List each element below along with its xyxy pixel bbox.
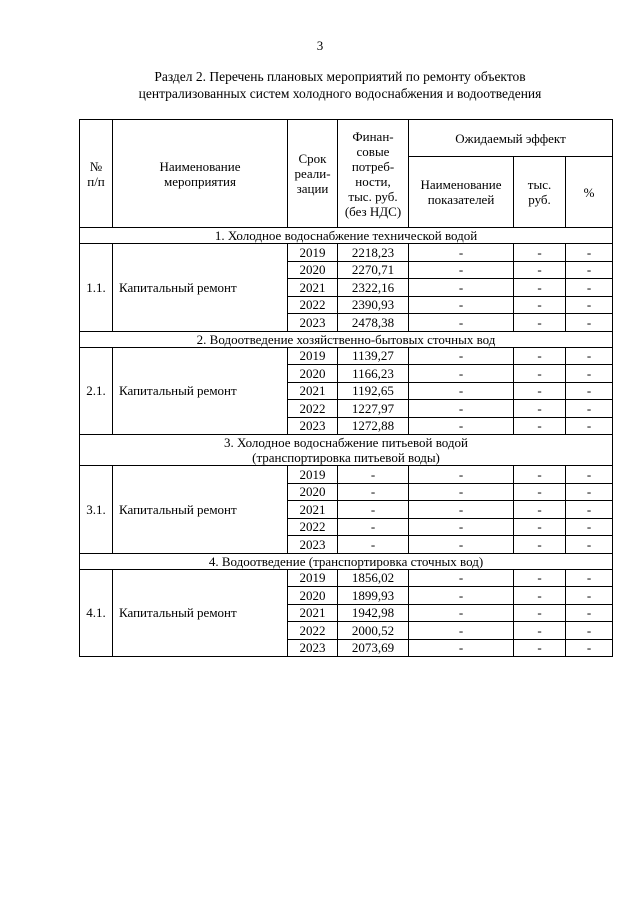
cell-year: 2019: [288, 466, 338, 484]
cell-thous-rub: -: [514, 347, 566, 365]
cell-percent: -: [566, 622, 613, 640]
cell-year: 2020: [288, 365, 338, 383]
cell-thous-rub: -: [514, 518, 566, 536]
cell-amount: 1899,93: [338, 587, 409, 605]
cell-percent: -: [566, 587, 613, 605]
cell-indicator: -: [409, 604, 514, 622]
cell-indicator: -: [409, 261, 514, 279]
page-number: 3: [316, 38, 324, 53]
cell-percent: -: [566, 314, 613, 332]
section-title-line: 2. Водоотведение хозяйственно-бытовых сточных вод: [196, 331, 496, 347]
cell-thous-rub: -: [514, 296, 566, 314]
cell-amount: 1192,65: [338, 382, 409, 400]
table-header: [80, 120, 613, 228]
cell-amount: 2322,16: [338, 279, 409, 297]
cell-year: 2023: [288, 417, 338, 435]
cell-indicator: -: [409, 536, 514, 554]
cell-thous-rub: -: [514, 417, 566, 435]
section-title: [80, 553, 613, 569]
cell-amount: 2270,71: [338, 261, 409, 279]
table-row: [80, 466, 613, 484]
item-number: 4.1.: [80, 569, 113, 657]
table-row: [80, 569, 613, 587]
cell-indicator: -: [409, 382, 514, 400]
section-title-line: 3. Холодное водоснабжение питьевой водой: [224, 435, 468, 450]
header-num: № п/п: [80, 120, 113, 228]
item-name: Капитальный ремонт: [113, 569, 288, 657]
cell-thous-rub: -: [514, 622, 566, 640]
cell-indicator: -: [409, 314, 514, 332]
section-title: [80, 228, 613, 244]
cell-amount: 1166,23: [338, 365, 409, 383]
cell-year: 2021: [288, 501, 338, 519]
cell-percent: -: [566, 483, 613, 501]
cell-indicator: -: [409, 296, 514, 314]
header-expected-effect: Ожидаемый эффект: [409, 120, 613, 157]
cell-indicator: -: [409, 466, 514, 484]
cell-indicator: -: [409, 501, 514, 519]
cell-year: 2019: [288, 244, 338, 262]
cell-percent: -: [566, 279, 613, 297]
cell-indicator: -: [409, 622, 514, 640]
cell-indicator: -: [409, 518, 514, 536]
cell-thous-rub: -: [514, 569, 566, 587]
cell-thous-rub: -: [514, 483, 566, 501]
header-indicators: Наименование показателей: [409, 157, 514, 228]
cell-indicator: -: [409, 400, 514, 418]
cell-amount: 1856,02: [338, 569, 409, 587]
header-financing: Финан- совые потреб- ности, тыс. руб. (без НДС): [338, 120, 409, 228]
header-thous-rub: тыс. руб.: [514, 157, 566, 228]
cell-thous-rub: -: [514, 365, 566, 383]
cell-year: 2022: [288, 400, 338, 418]
cell-amount: 1139,27: [338, 347, 409, 365]
cell-year: 2023: [288, 639, 338, 657]
header-percent: %: [566, 157, 613, 228]
cell-year: 2022: [288, 518, 338, 536]
cell-percent: -: [566, 347, 613, 365]
cell-year: 2023: [288, 536, 338, 554]
item-number: 3.1.: [80, 466, 113, 554]
cell-amount: 1942,98: [338, 604, 409, 622]
cell-thous-rub: -: [514, 261, 566, 279]
cell-percent: -: [566, 244, 613, 262]
cell-percent: -: [566, 639, 613, 657]
cell-amount: 2478,38: [338, 314, 409, 332]
cell-indicator: -: [409, 483, 514, 501]
item-number: 2.1.: [80, 347, 113, 435]
cell-percent: -: [566, 536, 613, 554]
cell-thous-rub: -: [514, 604, 566, 622]
cell-year: 2019: [288, 569, 338, 587]
cell-percent: -: [566, 569, 613, 587]
section-title-line: 1. Холодное водоснабжение технической водой: [214, 228, 478, 243]
cell-percent: -: [566, 417, 613, 435]
cell-percent: -: [566, 261, 613, 279]
section-title-line: (транспортировка питьевой воды): [252, 450, 440, 465]
cell-indicator: -: [409, 587, 514, 605]
table-row: [80, 347, 613, 365]
cell-thous-rub: -: [514, 536, 566, 554]
section-title: [80, 331, 613, 347]
cell-amount: -: [338, 501, 409, 519]
cell-amount: 1272,88: [338, 417, 409, 435]
cell-year: 2020: [288, 587, 338, 605]
item-number: 1.1.: [80, 244, 113, 332]
cell-year: 2023: [288, 314, 338, 332]
cell-indicator: -: [409, 365, 514, 383]
cell-thous-rub: -: [514, 382, 566, 400]
cell-thous-rub: -: [514, 400, 566, 418]
cell-amount: -: [338, 483, 409, 501]
cell-year: 2022: [288, 622, 338, 640]
cell-indicator: -: [409, 347, 514, 365]
cell-year: 2021: [288, 279, 338, 297]
cell-thous-rub: -: [514, 501, 566, 519]
item-name: Капитальный ремонт: [113, 347, 288, 435]
cell-year: 2022: [288, 296, 338, 314]
cell-thous-rub: -: [514, 314, 566, 332]
cell-percent: -: [566, 365, 613, 383]
header-term: Срок реали- зации: [288, 120, 338, 228]
cell-indicator: -: [409, 639, 514, 657]
title-line-1: Раздел 2. Перечень плановых мероприятий по ремонту объектов: [154, 69, 526, 84]
cell-thous-rub: -: [514, 279, 566, 297]
cell-indicator: -: [409, 569, 514, 587]
cell-amount: 1227,97: [338, 400, 409, 418]
cell-indicator: -: [409, 279, 514, 297]
header-name: Наименование мероприятия: [113, 120, 288, 228]
cell-indicator: -: [409, 244, 514, 262]
cell-year: 2020: [288, 483, 338, 501]
cell-thous-rub: -: [514, 466, 566, 484]
cell-year: 2021: [288, 604, 338, 622]
item-name: Капитальный ремонт: [113, 466, 288, 554]
plan-table: [79, 119, 613, 657]
cell-thous-rub: -: [514, 244, 566, 262]
section-header-row: [80, 331, 613, 347]
section-title-line: 4. Водоотведение (транспортировка сточных вод): [208, 553, 484, 569]
cell-thous-rub: -: [514, 587, 566, 605]
cell-year: 2021: [288, 382, 338, 400]
cell-year: 2019: [288, 347, 338, 365]
cell-amount: -: [338, 518, 409, 536]
cell-thous-rub: -: [514, 639, 566, 657]
cell-amount: 2000,52: [338, 622, 409, 640]
title-line-2: централизованных систем холодного водоснабжения и водоотведения: [138, 86, 542, 101]
cell-indicator: -: [409, 417, 514, 435]
cell-percent: -: [566, 400, 613, 418]
item-name: Капитальный ремонт: [113, 244, 288, 332]
cell-percent: -: [566, 501, 613, 519]
section-header-row: [80, 553, 613, 569]
page-title: [70, 68, 610, 102]
cell-amount: -: [338, 466, 409, 484]
table-body: [80, 228, 613, 657]
table-row: [80, 244, 613, 262]
cell-percent: -: [566, 604, 613, 622]
cell-percent: -: [566, 518, 613, 536]
cell-amount: 2390,93: [338, 296, 409, 314]
cell-percent: -: [566, 382, 613, 400]
section-header-row: [80, 228, 613, 244]
section-title: [80, 435, 613, 466]
cell-percent: -: [566, 296, 613, 314]
section-header-row: [80, 435, 613, 466]
cell-amount: 2073,69: [338, 639, 409, 657]
cell-year: 2020: [288, 261, 338, 279]
cell-amount: -: [338, 536, 409, 554]
cell-percent: -: [566, 466, 613, 484]
cell-amount: 2218,23: [338, 244, 409, 262]
